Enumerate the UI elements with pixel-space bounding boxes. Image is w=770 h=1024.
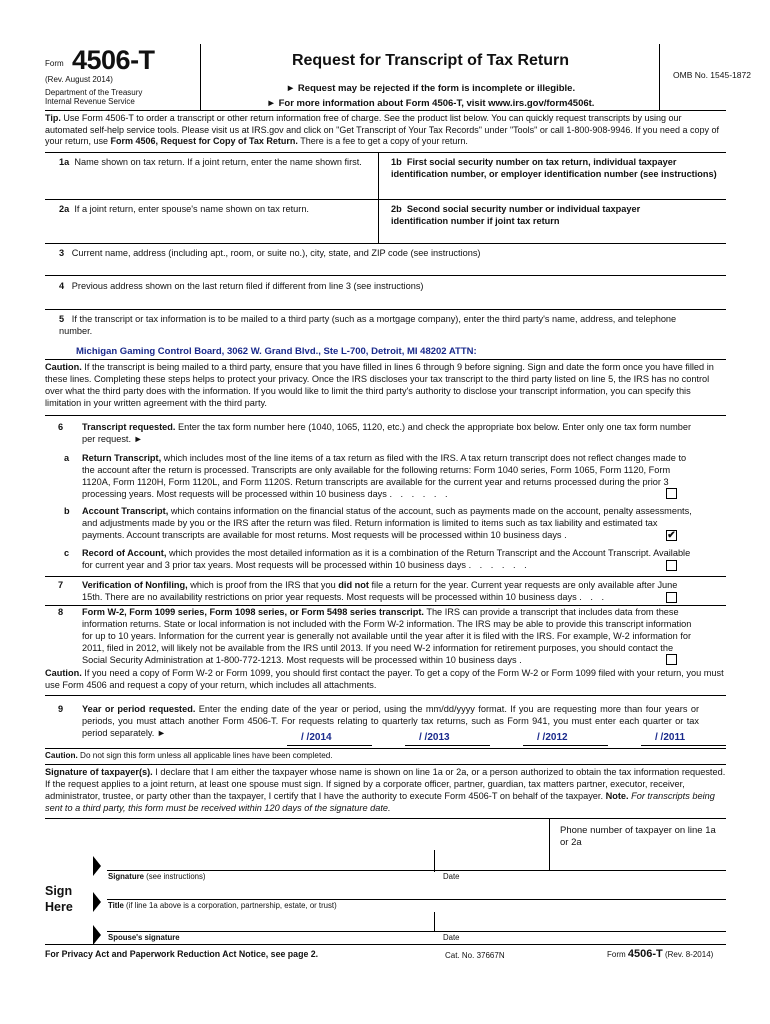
tip-paragraph [45,113,726,148]
line-3-label: 3 Current name, address (including apt., room, or suite no.), city, state, and ZIP code (see instructions) [59,248,481,258]
privacy-notice: For Privacy Act and Paperwork Reduction Act Notice, see page 2. [45,949,319,959]
line-2b-label: 2b Second social security number or individual taxpayer identification number if joint tax return [391,204,641,226]
spouse-date-input[interactable] [440,914,545,930]
line-5-label: 5 If the transcript or tax information is to be mailed to a third party (such as a mortgage company), enter the third party's name, address, and telephone number. [59,314,677,336]
phone-input[interactable] [560,850,720,868]
spouse-line [107,931,726,932]
form-revision: (Rev. August 2014) [45,75,113,84]
arrow-icon [93,925,101,945]
department [45,88,142,106]
caution-do-not-sign: Caution. Do not sign this form unless all applicable lines have been completed. [45,751,333,760]
dept-line-1: Department of the Treasury [45,88,143,97]
year-4-input[interactable]: / /2011 [641,732,726,746]
year-3-input[interactable]: / /2012 [523,732,608,746]
form-page: Form 4506-T (Rev. August 2014) Department of the Treasury Internal Revenue Service Request for Transcript of Tax Return ► Request may be rejected if the form is incomplete or illegible. ► For more information about Form 4506-T, visit www.irs.gov/form4506t. OMB No. 1545-1872 Tip. Use Form 4506-T to order a transcript or other return information free of charge. See the product list below. You can quickly request transcripts by using our automated self-help service tools. Please visit us at IRS.gov and click on "Get Transcript of Your Tax Records" under "Tools" or call 1-800-908-9946. If you need a copy of your return, use Form 4506, Request for Copy of Tax Return. There is a fee to get a copy of your return. 1a Name shown on tax return. If a joint return, enter the name shown first. 1b First social security number on tax return, individual taxpayer identification number, or employer identification number (see instructions) 2a If a joint return, enter spouse's name shown on tax return. 2b Second social security number or individual taxpayer identification number if joint tax return 3 Current name, address (including apt., room, or suite no.), city, state, and ZIP code (see instructions) 4 Previous address shown on the last return filed if different from line 3 (see instructions) 5 If the transcript or tax information is to be mailed to a third party (such as a mortgage company), enter the third party's name, address, and telephone number. Michigan Gaming Control Board, 3062 W. Grand Blvd., Ste L-700, Detroit, MI 48202 ATTN: Caution. If the transcript is being mailed to a third party, ensure that you have filled in lines 6 through 9 before signing. Sign and date the form once you have filled in these lines. Completing these steps helps to protect your privacy. Once the IRS discloses your tax transcript to the third party listed on line 5, the IRS has no control over what the third party does with the information. If you would like to limit the third party's authority to disclose your transcript information, you can specify this limitation in your written agreement with the third party. 6 Transcript requested. Enter the tax form number here (1040, 1065, 1120, etc.) and check the appropriate box below. Enter only one tax form number per request. ► a Return Transcript, which includes most of the line items of a tax return as filed with the IRS. A tax return transcript does not reflect changes made to the account after the return is processed. Transcripts are only available for the following returns: Form 1040 series, Form 1065, Form 1120, Form 1120A, Form 1120H, Form 1120L, and Form 1120S. Return transcripts are available for the current year and returns processed during the prior 3 processing years. Most requests will be processed within 10 business days . . . . . . b Account Transcript, which contains information on the financial status of the account, such as payments made on the account, penalty assessments, and adjustments made by you or the IRS after the return was filed. Return information is limited to items such as tax liability and estimated tax payments. Account transcripts are available for most returns. Most requests will be processed within 10 business days . ✔ c Record of Account, which provides the most detailed information as it is a combination of the Return Transcript and the Account Transcript. Available for current year and 3 prior tax years. Most requests will be processed within 10 business days . . . . . . 7 Verification of Nonfiling, which is proof from the IRS that you did not file a return for the year. Current year requests are only available after June 15th. There are no availability restrictions on prior year requests. Most requests will be processed within 10 business days . . . 8 Form W-2, Form 1099 series, Form 1098 series, or Form 5498 series transcript. The IRS can provide a transcript that includes data from these information returns. State or local information is not included with the Form W-2 information. The IRS may be able to provide this transcript information for up to 10 years. Information for the current year is generally not available until the year after it is filed with the IRS. For example, W-2 information for 2011, filed in 2012, will likely not be available from the IRS until 2013. If you need W-2 information for retirement purposes, you should contact the Social Security Administration at 1-800-772-1213. Most requests will be processed within 10 business days . Caution. If you need a copy of Form W-2 or Form 1099, you should first contact the payer. To get a copy of the Form W-2 or Form 1099 filed with your return, you must use Form 4506 and request a copy of your return, which includes all attachments. 9 Year or period requested. Enter the ending date of the year or period, using the mm/dd/yyyy format. If you are requesting more than four years or periods, you must attach another Form 4506-T. For requests relating to quarterly tax returns, such as Form 941, you must enter each quarter or tax period separately. ► / /2014 / /2013 / /2012 / /2011 Caution. Do not sign this form unless all applicable lines have been completed. Signature of taxpayer(s). I declare that I am either the taxpayer whose name is shown on line 1a or 2a, or a person authorized to obtain the tax information requested. If the request applies to a joint return, at least one spouse must sign. If signed by a corporate officer, partner, guardian, tax matters partner, executor, receiver, administrator, trustee, or party other than the taxpayer, I certify that I have the authority to execute Form 4506-T on behalf of the taxpayer. Note. For transcripts being sent to a third party, this form must be received within 120 days of the signature date. Phone number of taxpayer on line 1a or 2a Sign Here Signature (see instructions) Date Title (if line 1a above is a corporation, partnership, estate, or trust) Spouse's signature Date For Privacy Act and Paperwork Reduction Act Notice, see page 2. Cat. No. 37667N Form 4506-T (Rev. 8-2014) [45,45,751,960]
form-title: Request for Transcript of Tax Return [291,52,570,69]
divider [45,243,726,244]
form-number: 4506-T [72,45,155,75]
subtitle-info: ► For more information about Form 4506-T, visit www.irs.gov/form4506t. [266,97,595,109]
line-5-value[interactable]: Michigan Gaming Control Board, 3062 W. Grand Blvd., Ste L-700, Detroit, MI 48202 ATTN: [76,346,477,357]
line-2a-label: 2a If a joint return, enter spouse's name shown on tax return. [59,204,309,214]
divider [45,944,726,945]
divider [45,695,726,696]
form-word: Form [45,59,64,68]
divider [45,748,726,749]
tip-bold: Form 4506, Request for Copy of Tax Return. [110,136,298,147]
form-header [45,44,751,111]
divider [45,764,726,765]
arrow-icon [93,892,101,912]
tip-text-2: There is a fee to get a copy of your return. [297,136,468,147]
title-label: Title (if line 1a above is a corporation, partnership, estate, or trust) [108,901,337,910]
column-divider [549,818,550,870]
w2-1099-checkbox[interactable] [666,654,677,665]
signature-declaration: Signature of taxpayer(s). I declare that I am either the taxpayer whose name is shown on line 1a or 2a, or a person authorized to obtain the tax information requested. If the request applies to a joint return, at least one spouse must sign. If signed by a corporate officer, partner, guardian, tax matters partner, executor, receiver, administrator, trustee, or party other than the taxpayer, I certify that I have the authority to execute Form 4506-T on behalf of the taxpayer. Note. For transcripts being sent to a third party, this form must be received within 120 days of the signature date. [45,767,726,813]
title-line [107,899,726,900]
cat-number: Cat. No. 37667N [445,951,505,960]
spouse-date-label: Date [443,933,460,942]
subtitle-rejected: ► Request may be rejected if the form is incomplete or illegible. [285,83,576,94]
return-transcript-checkbox[interactable] [666,488,677,499]
column-divider [434,850,435,872]
date-input[interactable] [440,852,545,870]
divider [45,576,726,577]
footer-form-id: Form 4506-T (Rev. 8-2014) [607,948,714,960]
tip-text: Use Form 4506-T to order a transcript or other return information free of charge. See the product list below. You can quickly request transcripts by using our automated self-help service tools. Please visit us at IRS.gov and click on "Get Transcript of Your Tax Records" under "Tools" or call 1-800-908-9946. If you need a copy of your return, use [45,113,719,147]
title-input[interactable] [107,885,717,899]
line-1b-label: 1b First social security number on tax return, individual taxpayer identification number, or employer identification number (see instructions) [391,157,717,179]
account-transcript-checkbox[interactable]: ✔ [667,530,676,541]
date-label: Date [443,872,460,881]
year-1-input[interactable]: / /2014 [287,732,372,746]
divider [45,152,726,153]
signature-line [107,870,726,871]
year-2-input[interactable]: / /2013 [405,732,490,746]
divider [45,415,726,416]
record-of-account-checkbox[interactable] [666,560,677,571]
title-box [202,44,659,110]
sign-here-label: Sign Here [45,884,73,914]
tip-label: Tip. [45,113,61,123]
caution-w2: Caution. If you need a copy of Form W-2 or Form 1099, you should first contact the payer. To get a copy of the Form W-2 or Form 1099 filed with your return, you must use Form 4506 and request a copy of your return, which includes all attachments. [45,668,724,690]
omb-box [659,44,751,110]
caution-third-party: Caution. If the transcript is being mailed to a third party, ensure that you have filled in lines 6 through 9 before signing. Sign and date the form once you have filled in these lines. Completing these steps helps to protect your privacy. Once the IRS discloses your tax transcript to the third party listed on line 5, the IRS has no control over what the third party does with the information. If you would like to limit the third party's authority to disclose your transcript information, you can specify this limitation in your written agreement with the third party. [45,362,714,408]
phone-label: Phone number of taxpayer on line 1a or 2a [560,825,716,849]
line-1a-input[interactable] [59,157,369,197]
form-id-box [45,44,201,110]
divider [45,605,726,606]
divider [45,275,726,276]
spouse-signature-label: Spouse's signature [108,933,180,942]
signature-input[interactable] [107,852,433,870]
divider [45,359,726,360]
divider [45,309,726,310]
spouse-signature-input[interactable] [107,914,433,930]
column-divider [378,152,379,243]
divider [45,818,726,819]
omb-number: OMB No. 1545-1872 [673,70,751,80]
arrow-icon [93,856,101,876]
divider [45,199,726,200]
signature-label: Signature (see instructions) [108,872,206,881]
column-divider [434,912,435,932]
line-1a-label: 1a Name shown on tax return. If a joint return, enter the name shown first. [59,157,362,167]
line-4-label: 4 Previous address shown on the last return filed if different from line 3 (see instructions) [59,281,424,291]
nonfiling-checkbox[interactable] [666,592,677,603]
dept-line-2: Internal Revenue Service [45,97,135,107]
